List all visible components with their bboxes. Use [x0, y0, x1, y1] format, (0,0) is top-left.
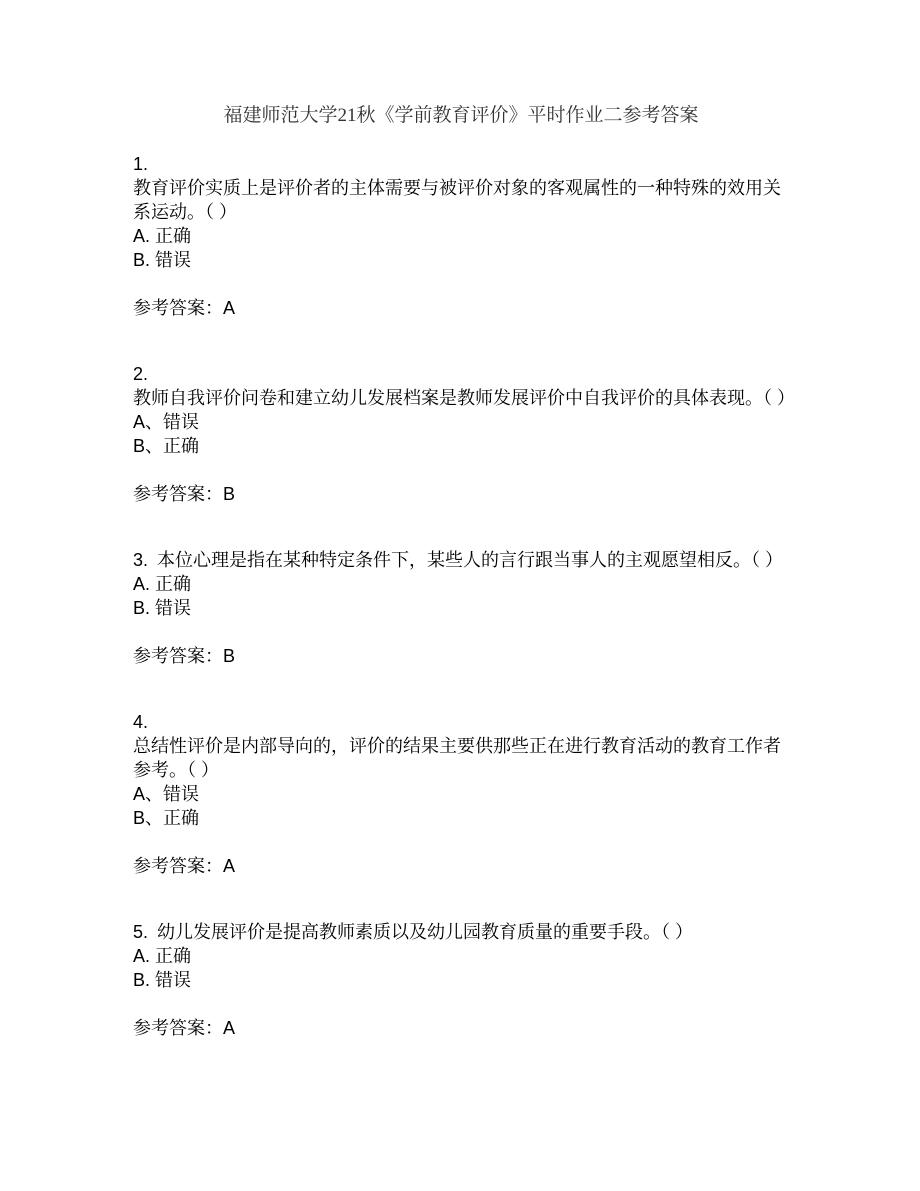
question-text: 总结性评价是内部导向的，评价的结果主要供那些正在进行教育活动的教育工作者参考。（ ）	[133, 736, 781, 780]
option-b: B. 错误	[133, 970, 192, 990]
question-block-5	[133, 920, 789, 1040]
question-text: 5. 幼儿发展评价是提高教师素质以及幼儿园教育质量的重要手段。（ ）	[133, 922, 694, 942]
answer-label: 参考答案：	[133, 484, 223, 504]
question-block-4	[133, 710, 789, 878]
option-a: A. 正确	[133, 946, 192, 966]
answer-label: 参考答案：	[133, 1018, 223, 1038]
option-a: A、错误	[133, 784, 200, 804]
answer-line	[133, 854, 789, 878]
option-b: B、正确	[133, 808, 200, 828]
option-b: B、正确	[133, 436, 200, 456]
question-text: 教育评价实质上是评价者的主体需要与被评价对象的客观属性的一种特殊的效用关系运动。（ ）	[133, 178, 781, 222]
answer-line	[133, 482, 789, 506]
question-number: 2.	[133, 364, 149, 384]
question-text: 教师自我评价问卷和建立幼儿发展档案是教师发展评价中自我评价的具体表现。（ ）	[133, 388, 795, 408]
answer-label: 参考答案：	[133, 646, 223, 666]
option-a: A、错误	[133, 412, 200, 432]
answer-label: 参考答案：	[133, 856, 223, 876]
answer-value: A	[223, 1018, 236, 1038]
question-block-1	[133, 152, 789, 320]
question-block-3	[133, 548, 789, 668]
answer-value: A	[223, 856, 236, 876]
option-b: B. 错误	[133, 598, 192, 618]
question-block-2	[133, 362, 795, 506]
answer-value: B	[223, 484, 236, 504]
question-text: 3. 本位心理是指在某种特定条件下，某些人的言行跟当事人的主观愿望相反。（ ）	[133, 550, 784, 570]
answer-line	[133, 644, 789, 668]
answer-value: B	[223, 646, 236, 666]
option-a: A. 正确	[133, 226, 192, 246]
answer-label: 参考答案：	[133, 298, 223, 318]
answer-value: A	[223, 298, 236, 318]
option-b: B. 错误	[133, 250, 192, 270]
question-number: 4.	[133, 712, 149, 732]
question-number: 1.	[133, 154, 149, 174]
option-a: A. 正确	[133, 574, 192, 594]
page-title: 福建师范大学21秋《学前教育评价》平时作业二参考答案	[223, 105, 699, 126]
answer-line	[133, 296, 789, 320]
answer-line	[133, 1016, 789, 1040]
